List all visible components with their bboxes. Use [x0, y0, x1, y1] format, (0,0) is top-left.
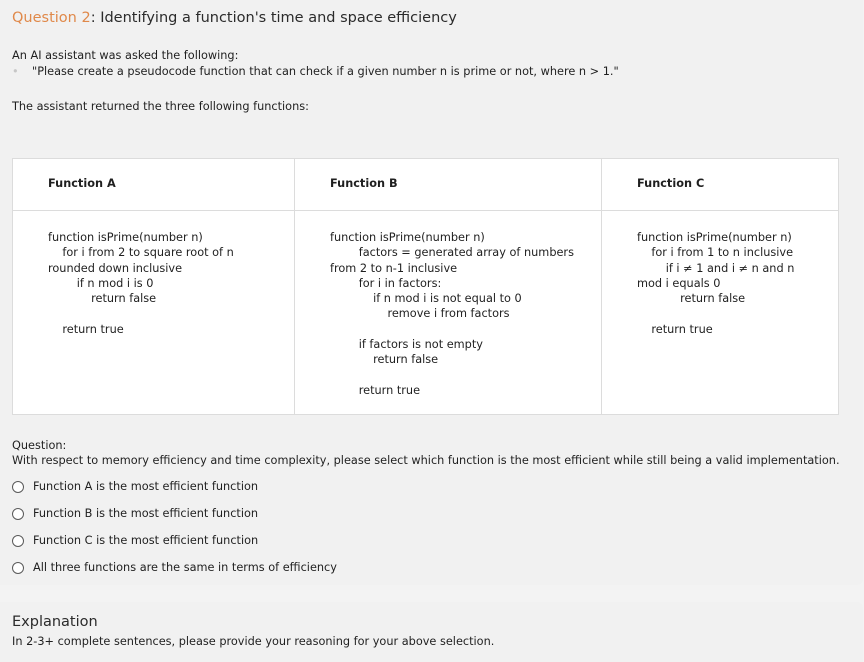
- option-label: Function B is the most efficient function: [33, 507, 259, 520]
- prompt-quote: [12, 64, 619, 79]
- code-line: [637, 306, 838, 321]
- code-line: return false: [48, 292, 157, 306]
- code-line: if n mod i is not equal to 0: [330, 292, 522, 306]
- code-line: for i from 2 to square root of n: [48, 246, 234, 260]
- question-title: [12, 8, 457, 28]
- code-line: return true: [330, 383, 421, 397]
- code-line: for i in factors:: [330, 276, 442, 290]
- code-line: return true: [637, 322, 713, 336]
- radio-icon[interactable]: [12, 562, 24, 574]
- question-number: Question 2: [12, 10, 91, 26]
- radio-icon[interactable]: [12, 508, 24, 520]
- function-a-code: [13, 211, 295, 415]
- code-line: return false: [637, 292, 746, 306]
- code-line: function isPrime(number n): [48, 231, 203, 244]
- function-b-code: [295, 211, 602, 415]
- code-line: if factors is not empty: [330, 338, 483, 352]
- option-all-same[interactable]: [12, 560, 337, 575]
- function-c-header: Function C: [602, 159, 839, 211]
- function-a-header: Function A: [13, 159, 295, 211]
- option-function-b[interactable]: [12, 506, 258, 521]
- table-header-row: [13, 159, 839, 211]
- option-function-a[interactable]: [12, 479, 258, 494]
- code-line: remove i from factors: [330, 307, 510, 321]
- option-function-c[interactable]: [12, 533, 258, 548]
- question-text: With respect to memory efficiency and time complexity, please select which function is the most efficient while still being a valid implementation.: [12, 454, 840, 467]
- explanation-card: [0, 602, 863, 662]
- code-line: factors = generated array of numbers: [330, 246, 574, 260]
- code-line: function isPrime(number n): [330, 231, 485, 244]
- option-label: Function A is the most efficient function: [33, 480, 259, 493]
- quote-text: "Please create a pseudocode function that can check if a given number n is prime or not, where n > 1.": [32, 65, 619, 78]
- explanation-instructions: In 2-3+ complete sentences, please provide your reasoning for your above selection.: [12, 635, 495, 648]
- radio-icon[interactable]: [12, 535, 24, 547]
- code-line: for i from 1 to n inclusive: [637, 246, 794, 260]
- bullet-icon: •: [12, 65, 19, 78]
- radio-icon[interactable]: [12, 481, 24, 493]
- code-line: function isPrime(number n): [637, 231, 792, 244]
- code-line: [330, 322, 601, 337]
- code-line: from 2 to n-1 inclusive: [330, 261, 458, 275]
- intro-text: An AI assistant was asked the following:: [12, 49, 239, 62]
- code-line: if n mod i is 0: [48, 276, 154, 290]
- function-b-header: Function B: [295, 159, 602, 211]
- code-line: rounded down inclusive: [48, 261, 183, 275]
- code-line: return true: [48, 322, 124, 336]
- code-line: [330, 368, 601, 383]
- option-label: All three functions are the same in terms of efficiency: [33, 561, 337, 574]
- explanation-title: Explanation: [12, 614, 98, 630]
- option-label: Function C is the most efficient function: [33, 534, 259, 547]
- code-line: if i ≠ 1 and i ≠ n and n: [637, 261, 795, 275]
- code-line: return false: [330, 353, 439, 367]
- table-code-row: [13, 211, 839, 415]
- code-line: mod i equals 0: [637, 276, 721, 290]
- question-title-text: : Identifying a function's time and space efficiency: [90, 10, 457, 26]
- question-label: Question:: [12, 439, 67, 452]
- function-c-code: [602, 211, 839, 415]
- functions-table: [12, 158, 839, 415]
- returned-text: The assistant returned the three following functions:: [12, 100, 309, 113]
- code-line: [48, 306, 294, 321]
